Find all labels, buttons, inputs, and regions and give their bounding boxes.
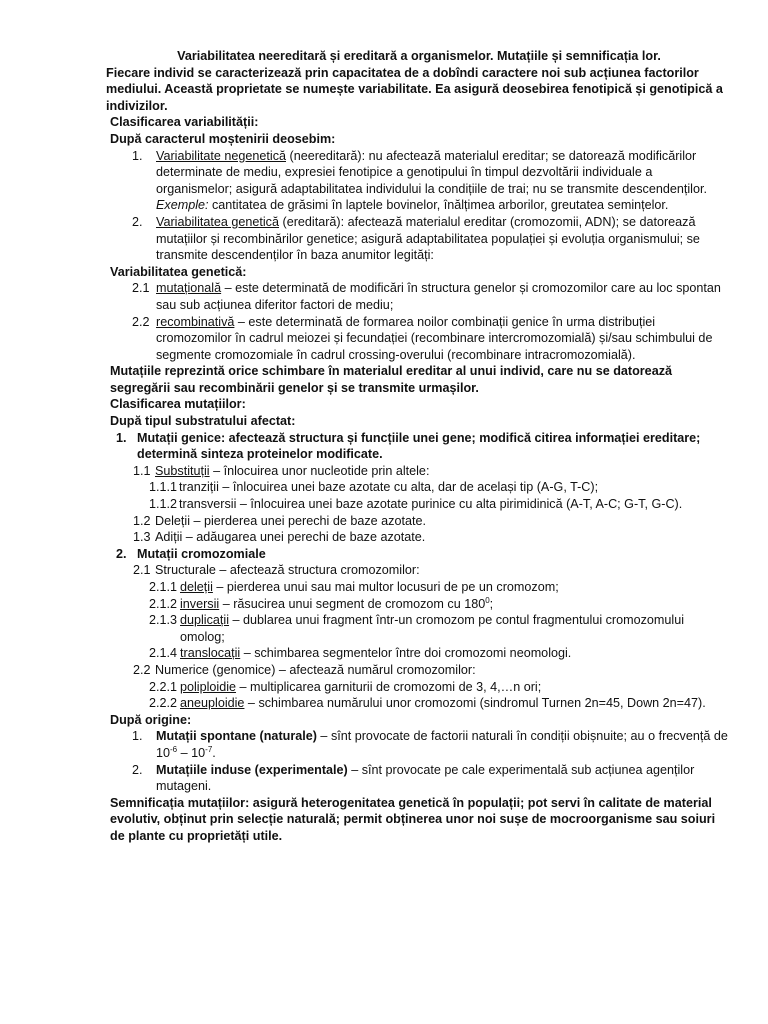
item-text: (ereditară): afectează materialul ereditar (cromozomii, ADN); se datorează mutațiilor și recombinărilor genetice; asigură adaptabilitatea populației și evoluția organismului; se transmite descendenților în baza anumitor legități:	[156, 214, 700, 263]
item-text: – sînt provocate pe cale experimentală sub acțiunea agenților mutageni.	[156, 762, 695, 794]
item-text: – sînt provocate de factorii naturali în condiții obișnuite; au o frecvență de 10	[156, 729, 728, 760]
item-text: – dublarea unui fragment într-un cromozom pe contul fragmentului cromozomului omolog;	[180, 613, 685, 644]
item-text: – este determinată de modificări în structura genelor și cromozomilor care au loc spontan sau sub acțiunea diferitor factori de mediu;	[156, 281, 721, 312]
list-item	[110, 214, 728, 264]
item-number: 2.	[116, 546, 127, 561]
item-text: – răsucirea unui segment de cromozom cu 180	[219, 596, 486, 611]
item-term: poliploidie	[180, 679, 237, 694]
item-term: Mutațiile induse (experimentale)	[156, 762, 348, 777]
item-text: – schimbarea numărului unor cromozomi (sindromul Turnen 2n=45, Down 2n=47).	[244, 696, 706, 711]
item-number: 2.1.1	[149, 580, 178, 594]
item-text: – multiplicarea garniturii de cromozomi de 3, 4,…n ori;	[236, 679, 542, 694]
item-number: 2.1.2	[149, 596, 178, 611]
list-item	[110, 280, 728, 313]
item-term: inversii	[180, 596, 220, 611]
item-number: 1.1	[133, 463, 151, 478]
list-item	[110, 562, 728, 579]
item-number: 2.1.3	[149, 613, 178, 628]
degree-superscript: 0	[485, 595, 490, 605]
item-number: 2.2.1	[149, 679, 178, 694]
mutation-definition: Mutațiile reprezintă orice schimbare în materialul ereditar al unui individ, care nu se datorează segregării sau recombinării genelor și se transmite urmașilor.	[110, 364, 672, 395]
item-number: 2.	[132, 214, 143, 229]
list-item	[110, 579, 728, 596]
item-number: 1.	[132, 148, 143, 163]
genetic-heading: Variabilitatea genetică:	[110, 264, 247, 279]
list-item	[110, 612, 728, 645]
list-item	[110, 546, 728, 563]
item-term: translocații	[180, 646, 241, 661]
list-item	[110, 529, 728, 546]
item-text: (genomice) – afectează numărul cromozomilor:	[208, 662, 476, 677]
item-term: duplicații	[180, 613, 230, 628]
list-item	[110, 728, 728, 761]
item-text: – adăugarea unei perechi de baze azotate.	[182, 530, 426, 545]
item-number: 2.2.2	[149, 696, 178, 711]
item-text: (neereditară): nu afectează materialul ereditar; se datorează modificărilor determinate de mediu, expresiei fenotipice a genotipului în timpul dezvoltării individuale a organismelor; asigură adaptabilitatea individului la condițiile de trai; nu se transmite descendenților.	[156, 148, 707, 196]
page-title: Variabilitatea neereditară și ereditară a organismelor. Mutațiile și semnificația lor.	[177, 49, 661, 63]
intro-paragraph: Fiecare individ se caracterizează prin capacitatea de a dobîndi caractere noi sub acțiunea factorilor mediului. Această proprietate se numește variabilitate. Ea asigură deosebirea fenotipică și genotipică a indivizilor.	[106, 65, 723, 113]
list-item	[110, 679, 728, 696]
item-text: transversii – înlocuirea unei baze azotate purinice cu alta pirimidinică (A-T, A-C; G-T, G-C).	[179, 497, 683, 512]
item-text: – pierderea unei perechi de baze azotate.	[190, 513, 426, 528]
list-item	[110, 479, 728, 496]
item-term: aneuploidie	[180, 696, 245, 711]
list-item	[110, 463, 728, 480]
list-item	[110, 314, 728, 364]
item-number: 1.	[116, 430, 127, 445]
list-item	[110, 430, 728, 463]
item-term: recombinativă	[156, 314, 235, 329]
example-label: Exemple:	[156, 198, 209, 213]
item-number: 2.1	[133, 563, 151, 578]
item-term: Mutații spontane (naturale)	[156, 729, 317, 744]
item-text: Mutații genice: afectează structura și funcțiile unei gene; modifică citirea informației ereditare; determină sinteza proteinelor modificate.	[137, 430, 701, 462]
list-item	[110, 513, 728, 530]
mutation-classification-subheading: După tipul substratului afectat:	[110, 414, 296, 429]
list-item	[110, 645, 728, 662]
list-item	[110, 596, 728, 613]
item-term: Structurale	[155, 563, 216, 578]
item-text: – schimbarea segmentelor între doi cromozomi neomologi.	[240, 646, 572, 661]
item-number: 1.1.2	[149, 497, 178, 512]
item-number: 2.1.4	[149, 646, 178, 661]
exponent-superscript: -6	[170, 744, 178, 754]
classification-subheading: După caracterul moștenirii deosebim:	[110, 131, 336, 146]
item-term: Substituții	[155, 463, 210, 478]
item-text: – înlocuirea unor nucleotide prin altele:	[209, 463, 430, 478]
item-term: deleții	[180, 580, 213, 594]
item-text: – pierderea unui sau mai multor locusuri de pe un cromozom;	[212, 580, 559, 594]
item-number: 1.2	[133, 513, 151, 528]
example-text: cantitatea de grăsimi în laptele bovinelor, înălțimea arborilor, greutatea semințelor.	[208, 198, 669, 213]
item-tail: ;	[489, 596, 494, 611]
item-term: Adiții	[155, 530, 183, 545]
list-item	[110, 695, 728, 712]
item-number: 2.1	[132, 281, 150, 296]
item-term: Variabilitate negenetică	[156, 148, 286, 163]
item-text: – este determinată de formarea noilor combinații genice în urma distribuției cromozomilor în cadrul meiozei și fecundației (recombinare intercromozomială) și/sau schimbului de segmente cromozomiale în cadrul crossing-overului (recombinare intracromozomială).	[156, 314, 713, 362]
classification-heading: Clasificarea variabilității:	[110, 115, 259, 130]
item-term: Numerice	[155, 662, 209, 677]
item-term: mutațională	[156, 281, 222, 296]
item-number: 1.3	[133, 530, 151, 545]
item-number: 2.2	[133, 662, 151, 677]
mutation-classification-heading: Clasificarea mutațiilor:	[110, 397, 246, 412]
item-text: Mutații cromozomiale	[137, 546, 266, 561]
list-item	[110, 662, 728, 679]
item-text: – afectează structura cromozomilor:	[215, 563, 420, 578]
significance-paragraph: Semnificația mutațiilor: asigură heterogenitatea genetică în populații; pot servi în calitate de material evolutiv, obținut prin selecție naturală; permit obținerea unor noi sușe de mocroorganisme sau soiuri de plante cu proprietăți utile.	[110, 795, 716, 843]
item-number: 1.	[132, 729, 143, 744]
item-number: 2.2	[132, 314, 150, 329]
item-tail: .	[212, 745, 216, 760]
item-number: 1.1.1	[149, 480, 178, 495]
item-mid: – 10	[177, 745, 206, 760]
item-term: Deleții	[155, 513, 190, 528]
list-item	[110, 762, 728, 795]
list-item	[110, 148, 728, 214]
item-text: tranziții – înlocuirea unei baze azotate cu alta, dar de același tip (A-G, T-C);	[179, 480, 599, 495]
exponent-superscript: -7	[205, 744, 213, 754]
origin-heading: După origine:	[110, 712, 192, 727]
list-item	[110, 496, 728, 513]
item-number: 2.	[132, 762, 143, 777]
item-term: Variabilitatea genetică	[156, 214, 279, 229]
